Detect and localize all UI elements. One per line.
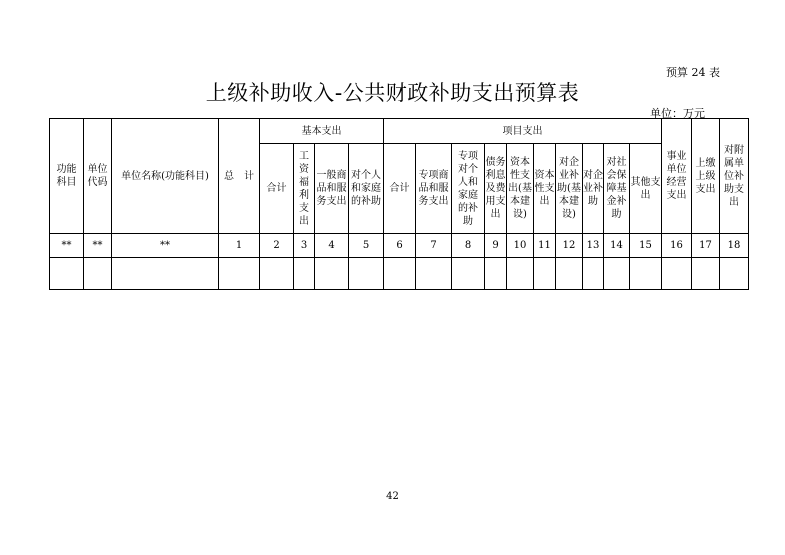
header-project-col: 对企 业补 助 [583, 144, 604, 234]
header-basic-col: 一般商 品和服 务支出 [315, 144, 349, 234]
index-cell: 2 [260, 234, 294, 258]
data-cell [452, 258, 485, 290]
table-number: 预算 24 表 [666, 66, 720, 79]
data-cell [604, 258, 630, 290]
data-cell [384, 258, 416, 290]
index-cell: 16 [662, 234, 692, 258]
data-cell [315, 258, 349, 290]
header-project-col: 对社 会保 障基 金补 助 [604, 144, 630, 234]
header-basic-group: 基本支出 [260, 119, 384, 144]
header-unit-code: 单位 代码 [84, 119, 112, 234]
index-cell: 4 [315, 234, 349, 258]
data-cell [720, 258, 749, 290]
data-cell [50, 258, 84, 290]
header-project-group: 项目支出 [384, 119, 662, 144]
unit-label: 单位：万元 [650, 107, 705, 120]
budget-table [49, 118, 749, 290]
header-unit-name: 单位名称(功能科目) [112, 119, 219, 234]
data-cell [507, 258, 534, 290]
index-cell: 1 [219, 234, 260, 258]
header-project-col: 专项商 品和服 务支出 [416, 144, 452, 234]
index-row [50, 234, 749, 258]
index-cell: 7 [416, 234, 452, 258]
data-cell [485, 258, 507, 290]
header-basic-col: 对个人 和家庭 的补助 [349, 144, 384, 234]
header-project-col: 其他支 出 [630, 144, 662, 234]
index-cell: 12 [556, 234, 583, 258]
header-project-col: 资本 性支 出(基 本建 设) [507, 144, 534, 234]
page-number: 42 [386, 491, 399, 502]
index-cell: 11 [534, 234, 556, 258]
data-cell [416, 258, 452, 290]
header-extra-col: 事业 单位 经营 支出 [662, 119, 692, 234]
header-extra-col: 对附 属单 位补 助支 出 [720, 119, 749, 234]
index-cell: ** [112, 234, 219, 258]
data-cell [534, 258, 556, 290]
index-cell: 5 [349, 234, 384, 258]
index-cell: 3 [294, 234, 315, 258]
header-project-col: 资本 性支 出 [534, 144, 556, 234]
index-cell: 17 [692, 234, 720, 258]
header-extra-col: 上缴 上级 支出 [692, 119, 720, 234]
header-project-col: 合计 [384, 144, 416, 234]
header-func-subject: 功能 科目 [50, 119, 84, 234]
index-cell: 15 [630, 234, 662, 258]
data-cell [662, 258, 692, 290]
data-cell [260, 258, 294, 290]
data-cell [556, 258, 583, 290]
header-project-col: 专项 对个 人和 家庭 的补 助 [452, 144, 485, 234]
table-row [50, 258, 749, 290]
data-cell [219, 258, 260, 290]
data-cell [84, 258, 112, 290]
index-cell: 10 [507, 234, 534, 258]
index-cell: 9 [485, 234, 507, 258]
header-total: 总 计 [219, 119, 260, 234]
index-cell: 8 [452, 234, 485, 258]
header-basic-col: 合计 [260, 144, 294, 234]
header-project-col: 对企 业补 助(基 本建 设) [556, 144, 583, 234]
page-title: 上级补助收入-公共财政补助支出预算表 [205, 81, 580, 105]
data-cell [294, 258, 315, 290]
data-cell [349, 258, 384, 290]
data-cell [692, 258, 720, 290]
data-cell [583, 258, 604, 290]
index-cell: 14 [604, 234, 630, 258]
index-cell: ** [84, 234, 112, 258]
index-cell: 6 [384, 234, 416, 258]
index-cell: 13 [583, 234, 604, 258]
index-cell: 18 [720, 234, 749, 258]
header-project-col: 债务 利息 及费 用支 出 [485, 144, 507, 234]
header-basic-col: 工 资 福 利 支 出 [294, 144, 315, 234]
data-cell [112, 258, 219, 290]
data-cell [630, 258, 662, 290]
index-cell: ** [50, 234, 84, 258]
